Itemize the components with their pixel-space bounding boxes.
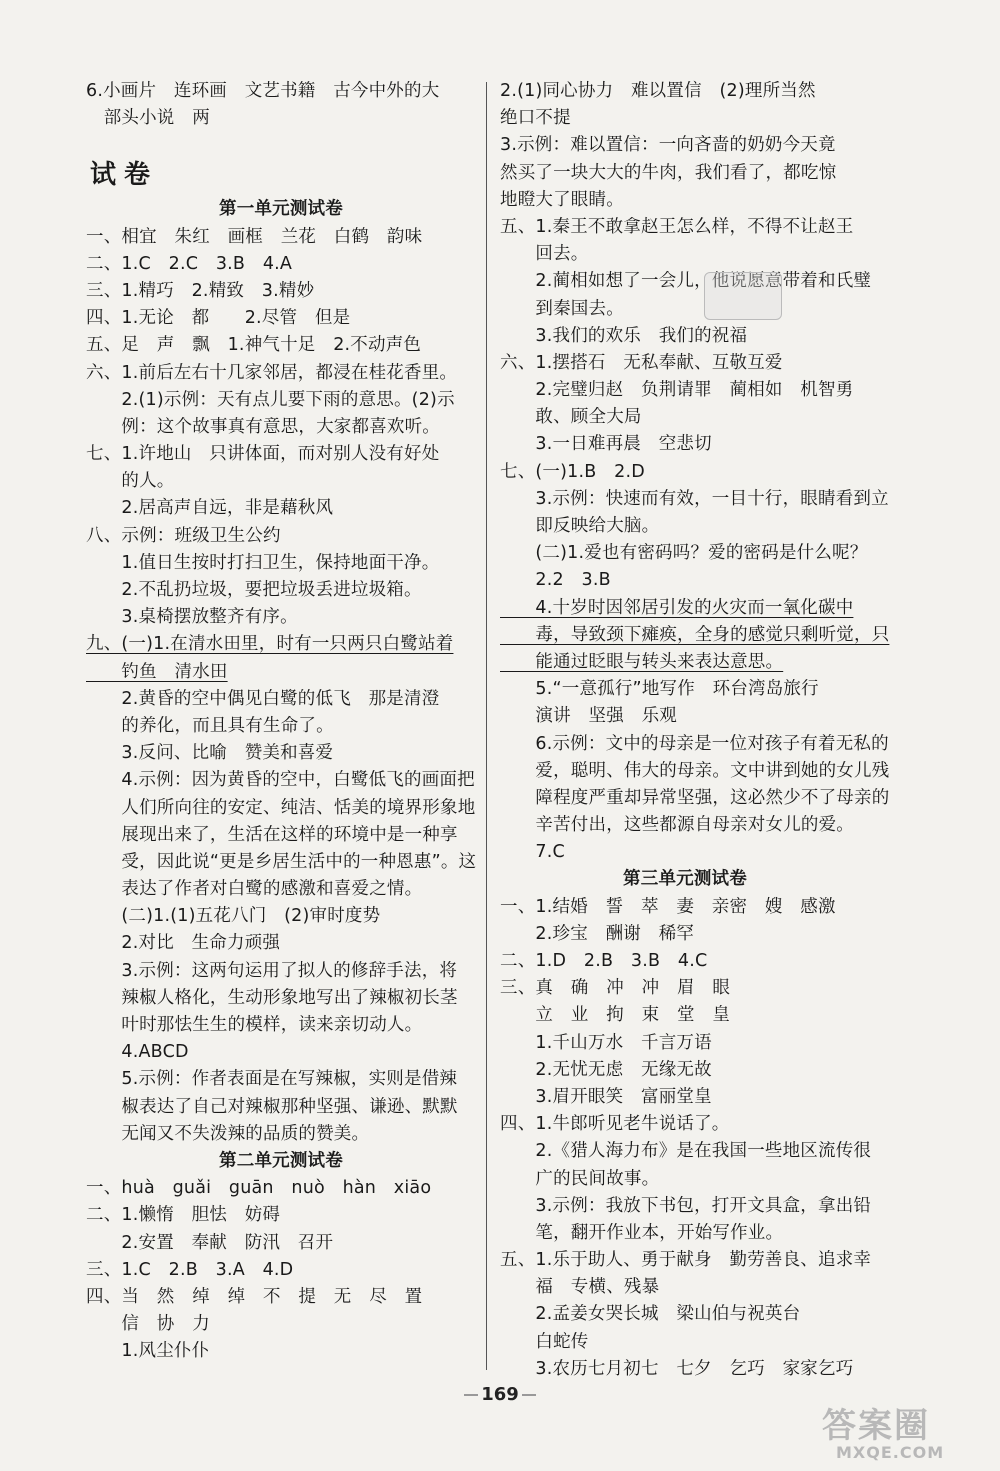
answer-line: 二、1.C 2.C 3.B 4.A — [86, 253, 293, 274]
answer-line: 4.十岁时因邻居引发的火灾而一氧化碳中 — [500, 597, 854, 618]
unit-test-heading: 第二单元测试卷 — [219, 1150, 343, 1171]
answer-line: 四、1.牛郎听见老牛说话了。 — [500, 1114, 730, 1135]
answer-line: 九、(一)1.在清水田里，时有一只两只白鹭站着 — [86, 634, 454, 655]
answer-line: 绝口不提 — [500, 108, 571, 129]
watermark-bottom: MXQE.COM — [836, 1443, 945, 1462]
answer-line: 3.反问、比喻 赞美和喜爱 — [86, 743, 334, 764]
section-title: 试卷 — [90, 160, 159, 191]
answer-line: 3.眉开眼笑 富丽堂皇 — [500, 1086, 712, 1107]
answer-line: 2.(1)示例：天有点儿要下雨的意思。(2)示 — [86, 389, 455, 410]
answer-line: 展现出来了，生活在这样的环境中是一种享 — [86, 824, 458, 845]
answer-line: 钓鱼 清水田 — [86, 661, 228, 682]
answer-line: 然买了一块大大的牛肉，我们看了，都吃惊 — [500, 162, 837, 183]
answer-line: 3.示例：快速而有效，一目十行，眼睛看到立 — [500, 488, 889, 509]
answer-line: 信 协 力 — [86, 1314, 210, 1335]
answer-line: 地瞪大了眼睛。 — [500, 189, 624, 210]
answer-line: 2.(1)同心协力 难以置信 (2)理所当然 — [500, 81, 816, 101]
answer-line: 敢、顾全大局 — [500, 407, 642, 428]
watermark-top: 答案圈 — [822, 1406, 930, 1446]
answer-line: 障程度严重却异常坚强，这必然少不了母亲的 — [500, 787, 890, 808]
answer-line: 四、当 然 绰 绰 不 提 无 尽 置 — [86, 1286, 423, 1307]
answer-line: 6.小画片 连环画 文艺书籍 古今中外的大 — [86, 81, 440, 101]
column-divider — [486, 82, 487, 1370]
answer-line: 2.黄昏的空中偶见白鹭的低飞 那是清澄 — [86, 688, 440, 709]
answer-line: 2.居高声自远，非是藉秋风 — [86, 498, 334, 519]
answer-line: 七、1.许地山 只讲体面，而对别人没有好处 — [86, 444, 440, 465]
answer-line: 八、示例：班级卫生公约 — [86, 525, 281, 546]
answer-line: 一、相宜 朱红 画框 兰花 白鹤 韵味 — [86, 226, 423, 247]
answer-line: 叶时那怯生生的模样，读来亲切动人。 — [86, 1015, 423, 1035]
answer-line: 3.示例：难以置信：一向吝啬的奶奶今天竟 — [500, 135, 836, 156]
answer-line: 2.2 3.B — [500, 570, 611, 591]
answer-line: 5.“一意孤行”地写作 环台湾岛旅行 — [500, 679, 819, 700]
answer-line: 即反映给大脑。 — [500, 516, 660, 536]
right-column — [500, 78, 890, 1383]
answer-line: 一、1.结婚 誓 萃 妻 亲密 嫂 感激 — [500, 896, 836, 917]
answer-line: 广的民间故事。 — [500, 1168, 660, 1189]
answer-line: 毒，导致颈下瘫痪，全身的感觉只剩听觉，只 — [500, 624, 890, 645]
answer-line: 7.C — [500, 842, 565, 863]
answer-line: 部头小说 两 — [86, 108, 210, 129]
page-number: 169 — [470, 1384, 530, 1405]
answer-line: 4.示例：因为黄昏的空中，白鹭低飞的画面把 — [86, 770, 475, 791]
answer-line: 五、1.秦王不敢拿赵王怎么样，不得不让赵王 — [500, 216, 854, 237]
answer-line: 五、1.乐于助人、勇于献身 勤劳善良、追求幸 — [500, 1250, 872, 1271]
unit-test-heading: 第一单元测试卷 — [219, 199, 343, 220]
answer-line: 辣椒人格化，生动形象地写出了辣椒初长茎 — [86, 987, 458, 1008]
answer-line: 2.对比 生命力顽强 — [86, 933, 281, 954]
answer-line: 1.千山万水 千言万语 — [500, 1032, 712, 1053]
answer-line: 到秦国去。 — [500, 298, 624, 319]
answer-line: 二、1.D 2.B 3.B 4.C — [500, 951, 708, 971]
answer-line: 3.桌椅摆放整齐有序。 — [86, 607, 298, 628]
answer-line: 辛苦付出，这些都源自母亲对女儿的爱。 — [500, 815, 854, 836]
answer-line: 六、1.摆搭石 无私奉献、互敬互爱 — [500, 352, 783, 373]
answer-line: 2.完璧归赵 负荆请罪 蔺相如 机智勇 — [500, 380, 854, 401]
stamp-mark — [704, 272, 782, 320]
answer-line: 白蛇传 — [500, 1331, 589, 1352]
answer-line: 2.不乱扔垃圾，要把垃圾丢进垃圾箱。 — [86, 580, 422, 600]
answer-line: 3.农历七月初七 七夕 乞巧 家家乞巧 — [500, 1358, 854, 1379]
answer-line: 3.示例：这两句运用了拟人的修辞手法，将 — [86, 960, 458, 981]
answer-line: 椒表达了自己对辣椒那种坚强、谦逊、默默 — [86, 1096, 458, 1117]
answer-line: 2.孟姜女哭长城 梁山伯与祝英台 — [500, 1304, 801, 1325]
answer-line: 二、1.懒惰 胆怯 妨碍 — [86, 1205, 281, 1226]
watermark-logo — [822, 1408, 992, 1464]
answer-line: 2.《猎人海力布》是在我国一些地区流传很 — [500, 1141, 872, 1162]
answer-line: 无闻又不失泼辣的品质的赞美。 — [86, 1123, 370, 1144]
answer-line: 2.蔺相如想了一会儿，他说愿意带着和氏璧 — [500, 271, 872, 292]
answer-line: 四、1.无论 都 2.尽管 但是 — [86, 308, 351, 329]
answer-line: 2.安置 奉献 防汛 召开 — [86, 1232, 334, 1253]
answer-line: 2.珍宝 酬谢 稀罕 — [500, 923, 695, 944]
answer-line: 五、足 声 飘 1.神气十足 2.不动声色 — [86, 335, 422, 356]
answer-line: 笔，翻开作业本，开始写作业。 — [500, 1222, 784, 1243]
answer-line: 人们所向往的安定、纯洁、恬美的境界形象地 — [86, 797, 476, 818]
answer-line: (二)1.(1)五花八门 (2)审时度势 — [86, 906, 381, 927]
answer-line: 6.示例：文中的母亲是一位对孩子有着无私的 — [500, 733, 889, 754]
unit-test-heading: 第三单元测试卷 — [623, 869, 747, 890]
line-spacer — [86, 132, 476, 146]
answer-line: 1.值日生按时打扫卫生，保持地面干净。 — [86, 552, 440, 573]
answer-line: 一、huà guǎi guān nuò hàn xiāo — [86, 1178, 432, 1199]
answer-line: 1.风尘仆仆 — [86, 1341, 210, 1362]
answer-line: 4.ABCD — [86, 1042, 189, 1063]
answer-line: 3.示例：我放下书包，打开文具盒，拿出铅 — [500, 1195, 872, 1216]
answer-line: 福 专横、残暴 — [500, 1277, 660, 1298]
left-column — [86, 78, 476, 1365]
answer-line: 的养化，而且具有生命了。 — [86, 715, 334, 736]
answer-line: 七、(一)1.B 2.D — [500, 461, 645, 482]
answer-line: 5.示例：作者表面是在写辣椒，实则是借辣 — [86, 1069, 458, 1090]
answer-line: 三、1.精巧 2.精致 3.精妙 — [86, 280, 315, 301]
answer-line: 三、1.C 2.B 3.A 4.D — [86, 1259, 294, 1280]
answer-line: 的人。 — [86, 471, 175, 492]
answer-line: 3.一日难再晨 空悲切 — [500, 434, 712, 455]
answer-line: (二)1.爱也有密码吗？爱的密码是什么呢？ — [500, 543, 868, 564]
answer-line: 2.无忧无虑 无缘无故 — [500, 1059, 712, 1080]
answer-line: 表达了作者对白鹭的感激和喜爱之情。 — [86, 879, 423, 900]
answer-line: 演讲 坚强 乐观 — [500, 706, 677, 727]
answer-line: 爱，聪明、伟大的母亲。文中讲到她的女儿残 — [500, 760, 890, 781]
answer-line: 回去。 — [500, 244, 589, 265]
answer-line: 立 业 拘 束 堂 皇 — [500, 1005, 731, 1026]
answer-line: 能通过眨眼与转头来表达意思。 — [500, 651, 784, 672]
answer-line: 例：这个故事真有意思，大家都喜欢听。 — [86, 416, 440, 437]
answer-line: 受，因此说“更是乡居生活中的一种恩惠”。这 — [86, 851, 477, 872]
answer-line: 3.我们的欢乐 我们的祝福 — [500, 325, 748, 346]
answer-line: 六、1.前后左右十几家邻居，都浸在桂花香里。 — [86, 362, 458, 383]
answer-line: 三、真 确 冲 冲 眉 眼 — [500, 978, 731, 999]
